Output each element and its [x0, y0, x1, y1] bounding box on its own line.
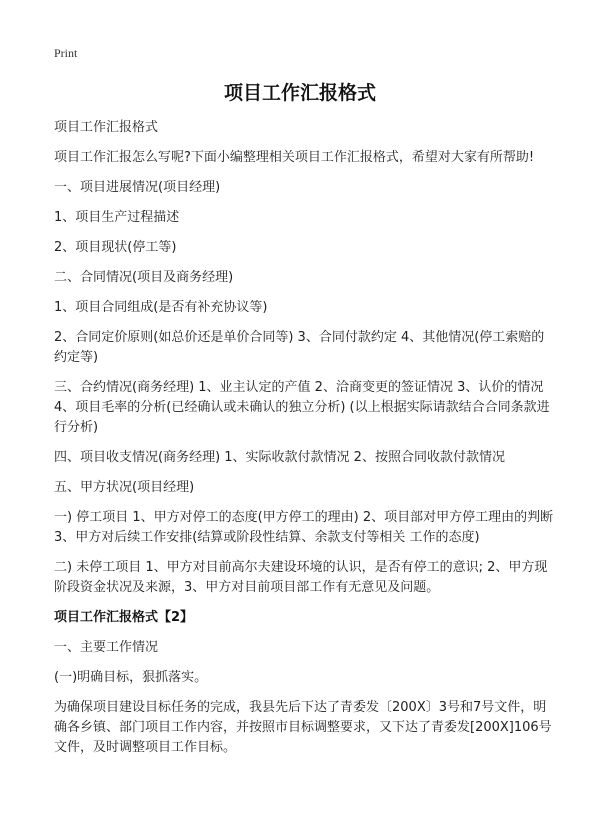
print-link[interactable]: Print	[54, 46, 78, 60]
document-body	[54, 118, 554, 768]
paragraph-heading: 一、主要工作情况	[54, 640, 159, 655]
section-heading-2: 项目工作汇报格式【2】	[54, 610, 194, 625]
paragraph-subtitle: 项目工作汇报格式	[54, 120, 159, 135]
paragraph-item: 一) 停工项目 1、甲方对停工的态度(甲方停工的理由) 2、项目部对甲方停工理由的判断 3、甲方对后续工作安排(结算或阶段性结算、余款支付等相关 工作的态度)	[54, 510, 554, 545]
paragraph-heading-2: 二、合同情况(项目及商务经理)	[54, 270, 234, 285]
paragraph-item: (一)明确目标，狠抓落实。	[54, 670, 208, 685]
document-title: 项目工作汇报格式	[223, 82, 376, 104]
paragraph-heading-1: 一、项目进展情况(项目经理)	[54, 180, 221, 195]
paragraph-item: 二) 未停工项目 1、甲方对目前高尔夫建设环境的认识，是否有停工的意识; 2、甲方现阶段资金状况及来源，3、甲方对目前项目部工作有无意见及问题。	[54, 560, 548, 595]
paragraph-item: 1、项目生产过程描述	[54, 210, 180, 225]
paragraph-heading-4: 四、项目收支情况(商务经理) 1、实际收款付款情况 2、按照合同收款付款情况	[54, 450, 505, 465]
paragraph-intro: 项目工作汇报怎么写呢?下面小编整理相关项目工作汇报格式，希望对大家有所帮助!	[54, 150, 535, 165]
paragraph-heading-5: 五、甲方状况(项目经理)	[54, 480, 195, 495]
paragraph-heading-3: 三、合约情况(商务经理) 1、业主认定的产值 2、洽商变更的签证情况 3、认价的情况 4、项目毛率的分析(已经确认或未确认的独立分析) (以上根据实际请款结合合同条款进行分析)	[54, 380, 550, 435]
paragraph-item: 1、项目合同组成(是否有补充协议等)	[54, 300, 268, 315]
paragraph-item: 2、项目现状(停工等)	[54, 240, 177, 255]
paragraph-body: 为确保项目建设目标任务的完成，我县先后下达了青委发〔200X〕3号和7号文件，明确各乡镇、部门项目工作内容，并按照市目标调整要求，又下达了青委发[200X]106号文件，及时调整项目工作目标。	[54, 700, 552, 755]
paragraph-item: 2、合同定价原则(如总价还是单价合同等) 3、合同付款约定 4、其他情况(停工索赔的约定等)	[54, 330, 545, 365]
